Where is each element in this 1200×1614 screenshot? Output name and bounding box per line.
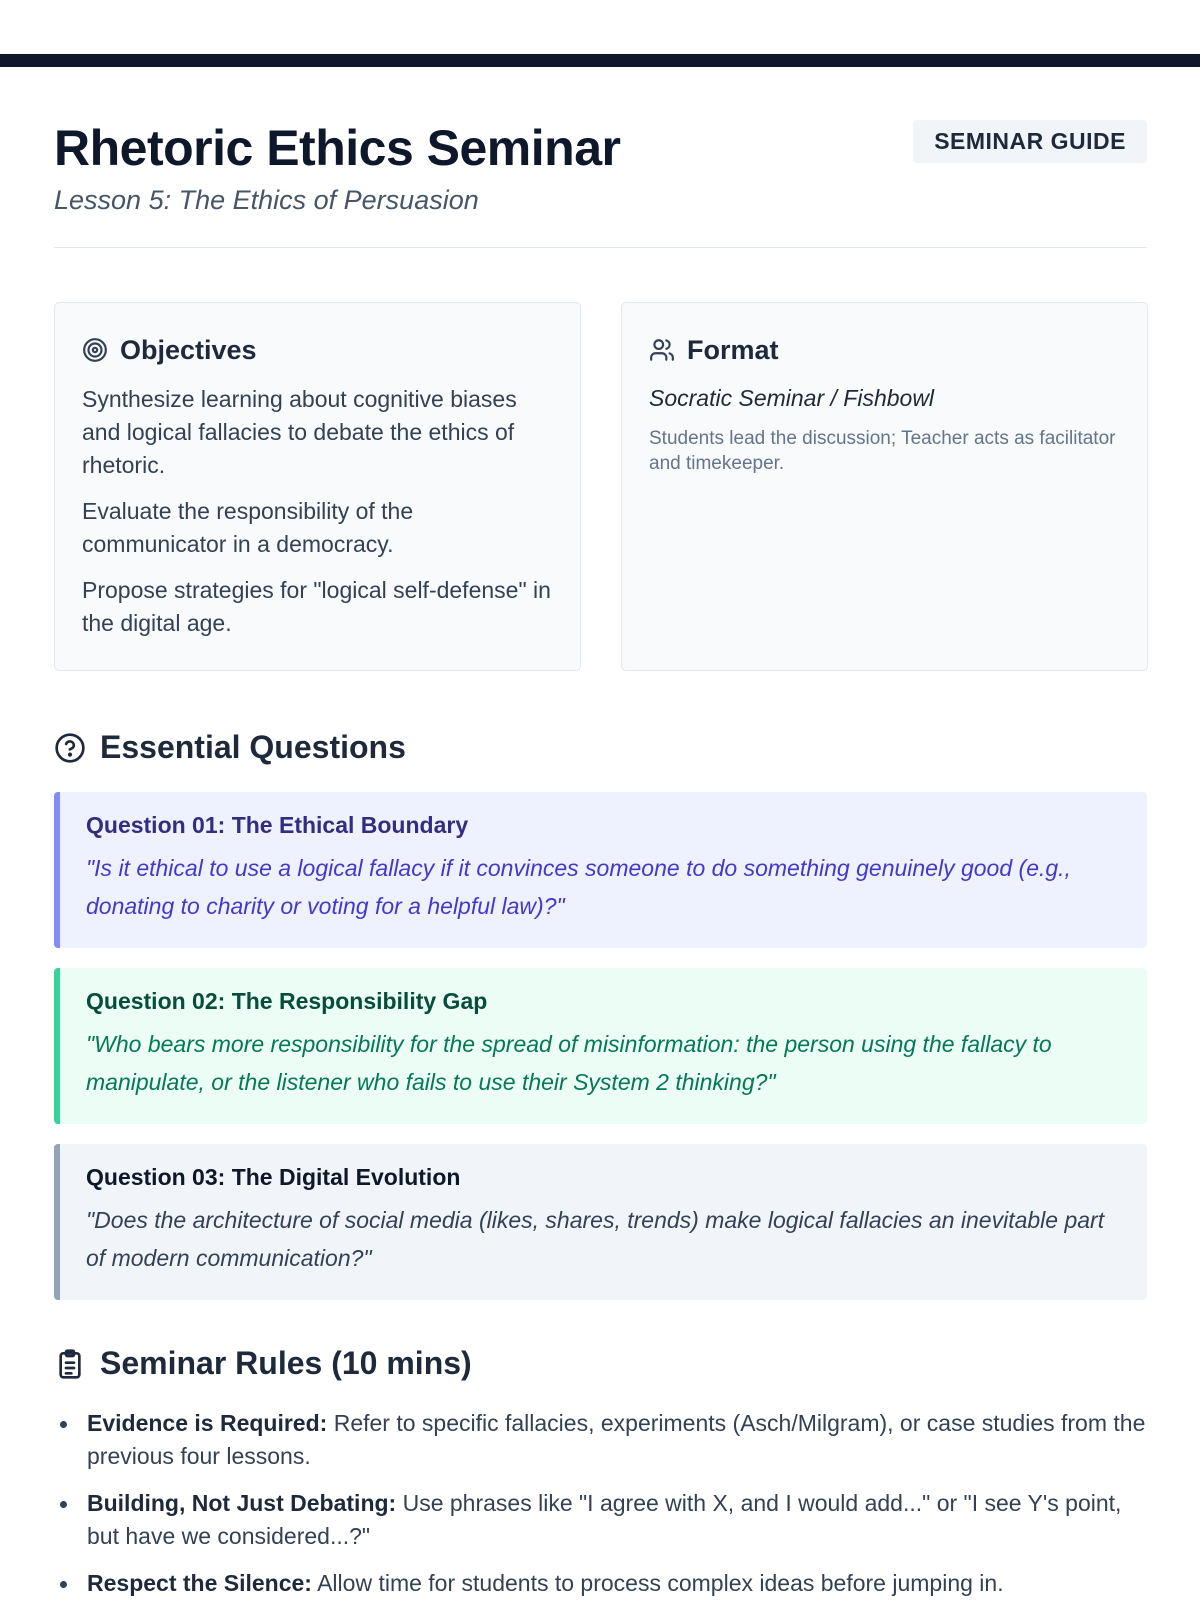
- info-cards: [54, 302, 1147, 671]
- objective-item: Evaluate the responsibility of the communicator in a democracy.: [82, 498, 414, 557]
- format-name: Socratic Seminar / Fishbowl: [649, 385, 935, 411]
- question-card-1: [54, 792, 1147, 948]
- objective-item: Synthesize learning about cognitive biases and logical fallacies to debate the ethics of rhetoric.: [82, 386, 517, 478]
- rule-item: [54, 1487, 1147, 1553]
- seminar-rules-heading: Seminar Rules (10 mins): [100, 1345, 472, 1381]
- format-heading: Format: [687, 334, 779, 365]
- rule-text: Use phrases like "I agree with X, and I would add..." or "I see Y's point, but have we considered...?": [87, 1490, 1122, 1549]
- question-text: "Is it ethical to use a logical fallacy if it convinces someone to do something genuinely good (e.g., donating to charity or voting for a helpful law)?": [86, 855, 1071, 919]
- question-card-2: [54, 968, 1147, 1124]
- essential-questions-heading: Essential Questions: [100, 729, 406, 765]
- question-label: Question 01: The Ethical Boundary: [86, 812, 469, 838]
- rule-item: [54, 1567, 1147, 1600]
- objectives-card: [54, 302, 581, 671]
- question-label: Question 03: The Digital Evolution: [86, 1164, 461, 1190]
- question-label: Question 02: The Responsibility Gap: [86, 988, 488, 1014]
- page-subtitle: Lesson 5: The Ethics of Persuasion: [54, 185, 479, 215]
- rule-label: Building, Not Just Debating:: [87, 1490, 397, 1516]
- question-card-3: [54, 1144, 1147, 1300]
- objectives-heading: Objectives: [120, 334, 257, 365]
- seminar-guide-page: [54, 67, 1147, 1596]
- question-text: "Who bears more responsibility for the spread of misinformation: the person using the fallacy to manipulate, or the listener who fails to use their System 2 thinking?": [86, 1031, 1052, 1095]
- essential-questions-title: [54, 729, 406, 766]
- rule-text: Allow time for students to process complex ideas before jumping in.: [311, 1570, 1004, 1596]
- rule-text: Refer to specific fallacies, experiments (Asch/Milgram), or case studies from the previous four lessons.: [87, 1410, 1146, 1469]
- rule-label: Respect the Silence:: [87, 1570, 312, 1596]
- rule-label: Evidence is Required:: [87, 1410, 328, 1436]
- objective-item: Propose strategies for "logical self-defense" in the digital age.: [82, 577, 551, 636]
- help-circle-icon: [54, 732, 86, 764]
- seminar-rules-title: [54, 1345, 472, 1382]
- objectives-header: [82, 333, 553, 367]
- format-header: [649, 333, 1120, 367]
- question-text: "Does the architecture of social media (likes, shares, trends) make logical fallacies an inevitable part of modern communication?": [86, 1207, 1105, 1271]
- seminar-guide-badge: SEMINAR GUIDE: [913, 120, 1147, 163]
- format-card: [621, 302, 1148, 671]
- seminar-rules-list: [54, 1407, 1147, 1614]
- objectives-list: [82, 383, 553, 640]
- page-header: [54, 67, 1147, 248]
- rule-item: [54, 1407, 1147, 1473]
- users-icon: [649, 337, 675, 363]
- top-accent-bar: [0, 54, 1200, 67]
- target-icon: [82, 337, 108, 363]
- format-description: Students lead the discussion; Teacher acts as facilitator and timekeeper.: [649, 428, 1116, 474]
- page-title: Rhetoric Ethics Seminar: [54, 120, 621, 176]
- clipboard-icon: [54, 1348, 86, 1380]
